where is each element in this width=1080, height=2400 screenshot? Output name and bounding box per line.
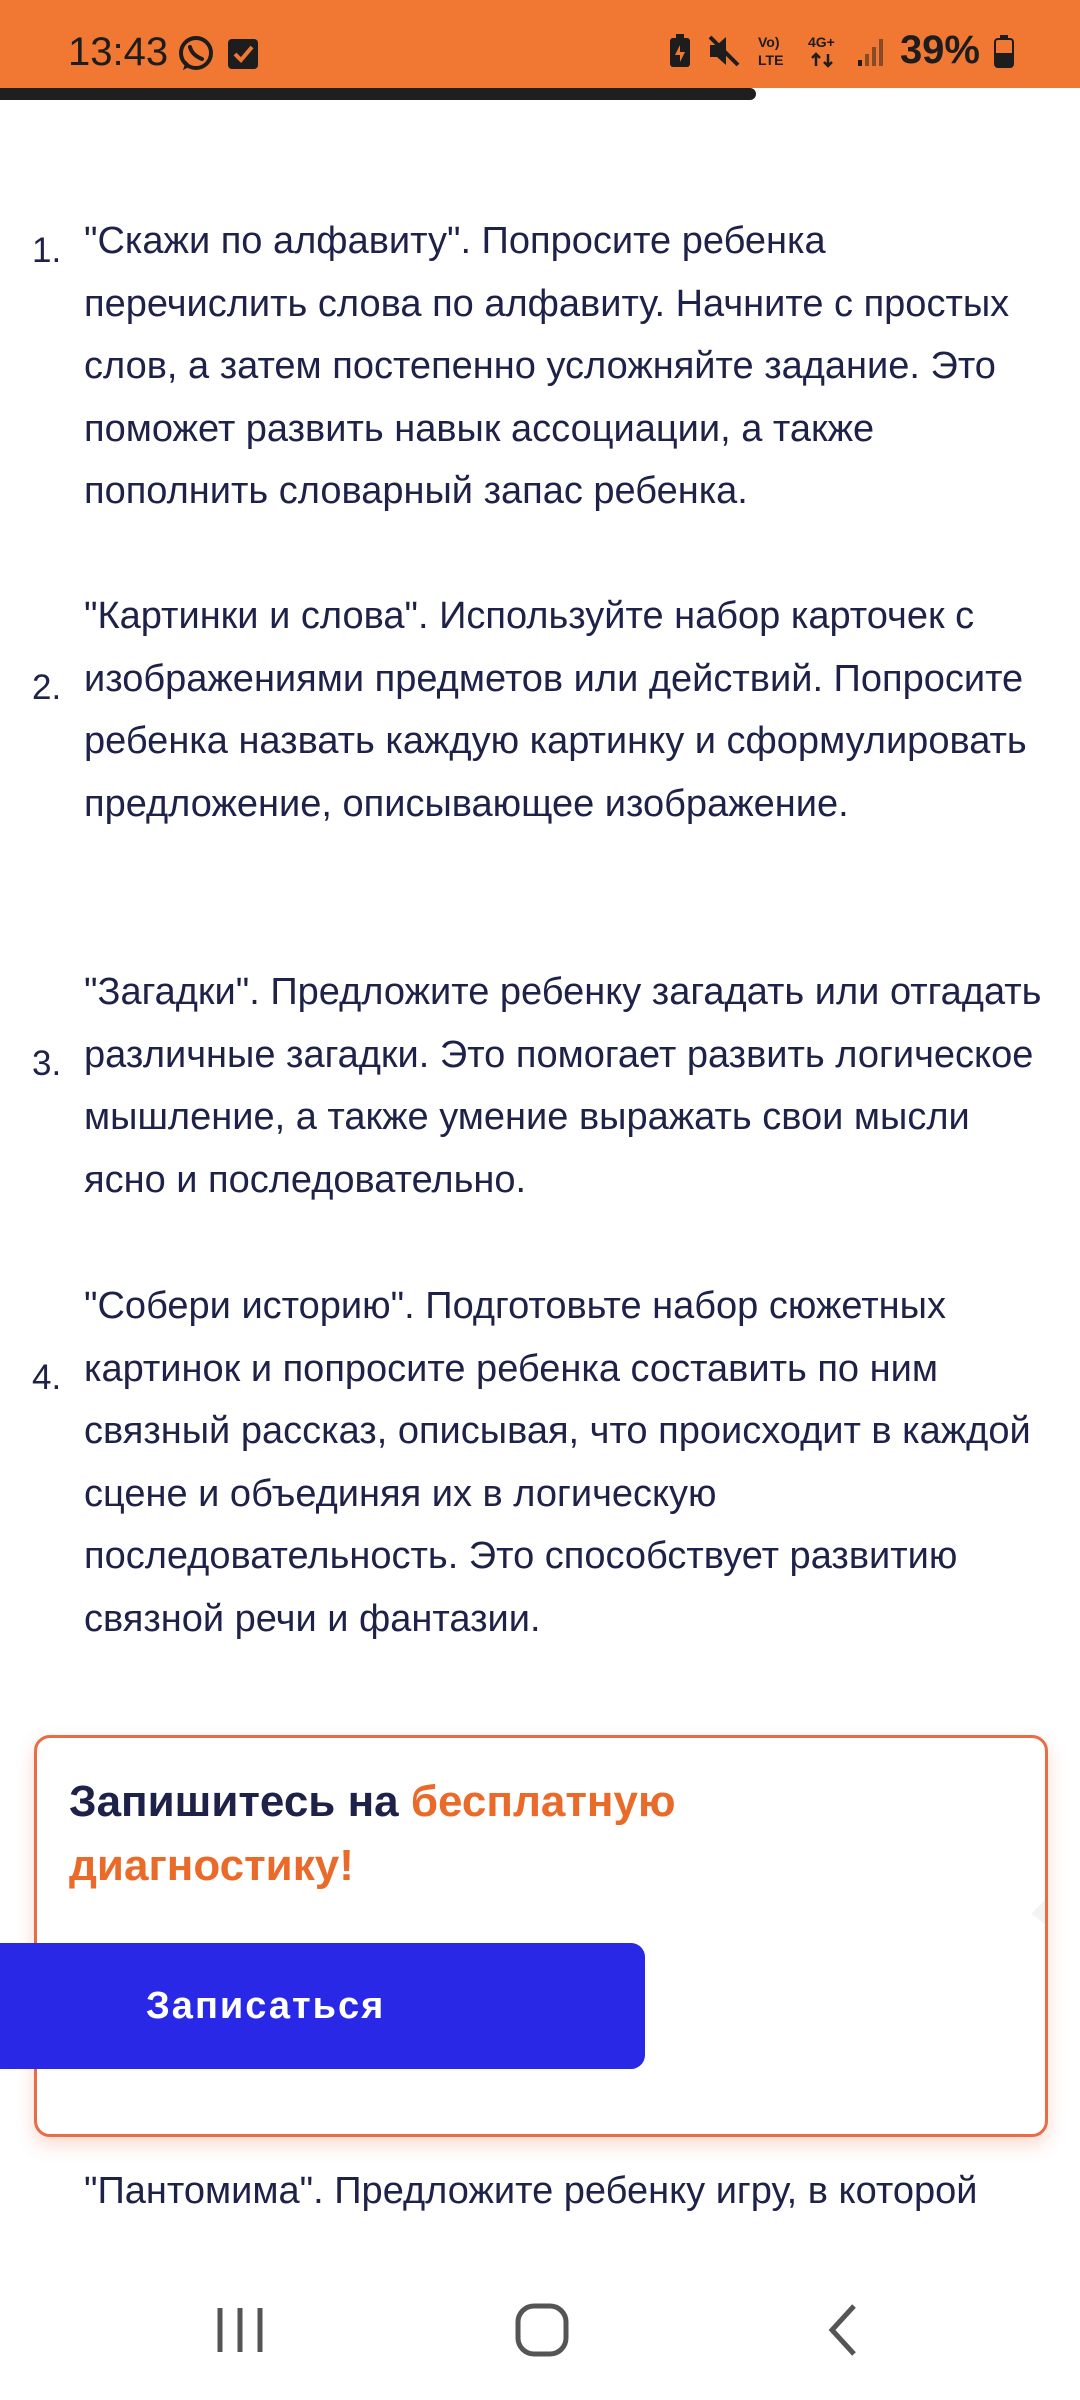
- battery-saver-icon: [668, 33, 692, 69]
- whatsapp-icon: [176, 34, 216, 74]
- volte-icon: [756, 32, 792, 70]
- diagnostic-signup-card: [34, 1735, 1048, 2137]
- back-icon[interactable]: [820, 2300, 870, 2360]
- list-item-text: "Скажи по алфавиту". Попросите ребенка перечислить слова по алфавиту. Начните с простых слов, а затем постепенно усложняйте задание. Это поможет развить навык ассоциации, а также пополнить словарный запас ребенка.: [84, 220, 1010, 512]
- svg-text:LTE: LTE: [757, 51, 784, 68]
- signal-icon: [856, 34, 886, 68]
- battery-percent: 39%: [899, 28, 980, 72]
- mute-icon: [706, 33, 742, 69]
- 4g-icon: [806, 32, 842, 70]
- list-item: [0, 585, 1044, 835]
- list-item: [0, 961, 1044, 1211]
- list-item-number: 4.: [32, 1358, 62, 1397]
- navigation-bar: [0, 2270, 1080, 2400]
- cta-title: [69, 1770, 769, 1898]
- signup-button[interactable]: Записаться: [0, 1943, 645, 2069]
- checkbox-icon: [226, 34, 260, 72]
- reading-progress-bar: [0, 88, 756, 100]
- list-item-text: "Собери историю". Подготовьте набор сюжетных картинок и попросите ребенка составить по ним связный рассказ, описывая, что происходит в каждой сцене и объединяя их в логическую последовательность. Это способствует развитию связной речи и фантазии.: [84, 1285, 1031, 1640]
- svg-text:Vo): Vo): [757, 33, 780, 50]
- network-type: 4G+: [807, 33, 835, 50]
- list-item-number: 1.: [32, 231, 62, 270]
- recent-apps-icon[interactable]: [210, 2300, 270, 2360]
- list-item: [0, 1275, 1044, 1650]
- home-icon[interactable]: [512, 2300, 572, 2360]
- cta-title-text: Запишитесь на: [69, 1777, 411, 1826]
- list-item-number: 2.: [32, 668, 62, 707]
- cta-title-accent: бесплатную диагностику!: [69, 1777, 676, 1890]
- list-item: [0, 210, 1044, 523]
- status-bar: [0, 0, 1080, 88]
- list-item-text: "Загадки". Предложите ребенку загадать или отгадать различные загадки. Это помогает развить логическое мышление, а также умение выражать свои мысли ясно и последовательно.: [84, 971, 1042, 1201]
- battery-icon: [994, 34, 1014, 68]
- list-item-text: "Картинки и слова". Используйте набор карточек с изображениями предметов или действий. Попросите ребенка назвать каждую картинку и сформулировать предложение, описывающее изображение.: [84, 595, 1027, 825]
- list-item-text-partial: "Пантомима". Предложите ребенку игру, в которой: [84, 2170, 978, 2212]
- status-right: [668, 28, 1014, 73]
- status-time: 13:43: [68, 30, 169, 74]
- list-item-number: 3.: [32, 1044, 62, 1083]
